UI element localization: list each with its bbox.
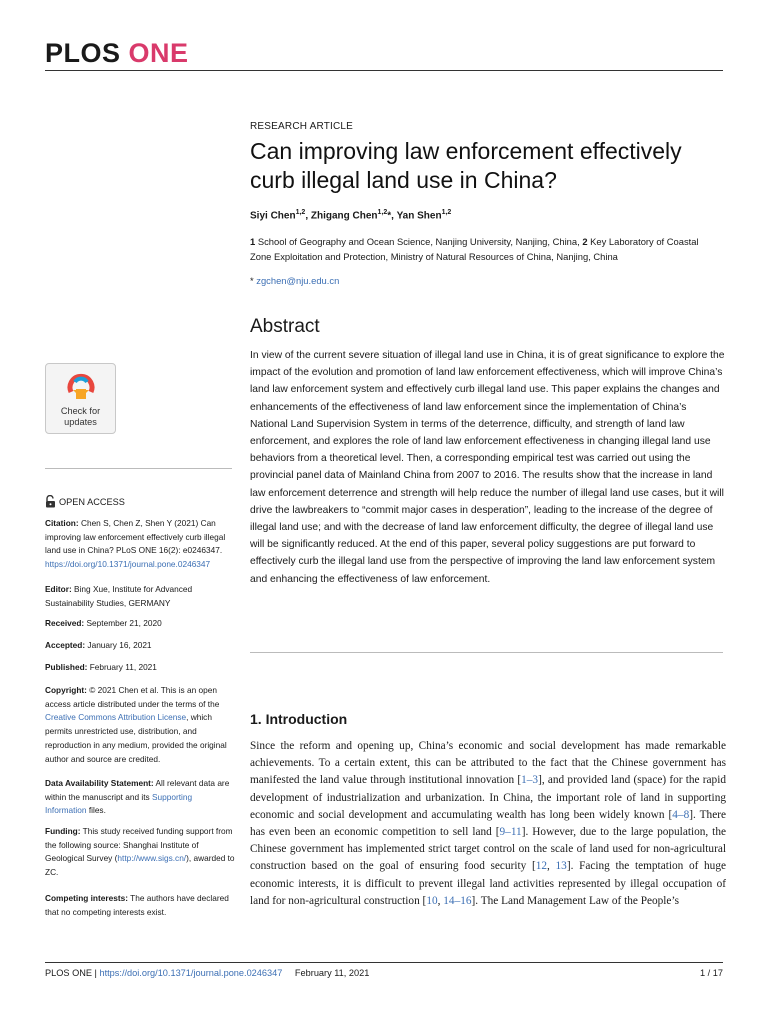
introduction-heading: 1. Introduction	[250, 711, 348, 727]
received-text: September 21, 2020	[84, 618, 162, 628]
introduction-text-segment: ]. There has even been an economic competition to sell land [	[250, 808, 727, 839]
reference-link[interactable]: 4–8	[672, 808, 690, 821]
abstract-text: In view of the current severe situation of illegal land use in China, it is of great significance to explore the impact of the evolution and promotion of land law enforcement effectiveness, which will improve China’s land law enforcement system and effectively curb illegal land use. This paper explains the changes and enhancements of the effectiveness of land law enforcement since the implementation of China’s National Land Supervision System in terms of the deterrence, difficulty, and strength of land law enforcement, and explores the role of land law enforcement effectiveness in changing illegal land use behaviors from a theoretical level. Then, a corresponding empirical test was carried out using the provincial panel data of Mainland China from 2007 to 2016. The results show that the increase in land law enforcement deterrence and strength will help reduce the number of illegal land use cases, but it will drive the lawbreakers to “commit major cases in desperation”, leading to the increase of the degree of illegal land use; and with the decrease of land law enforcement difficulty, the degree of illegal land use will be significantly reduced. At the end of this paper, several policy suggestions are put forward to effectively curb the illegal land use from the perspective of improving the land law enforcement system and enhancing the effectiveness of law enforcement.	[250, 350, 725, 585]
author-affil-sup: 1,2	[377, 209, 388, 216]
competing-interests-block	[45, 892, 235, 919]
corresponding-email	[250, 275, 339, 286]
author-separator: *,	[387, 210, 397, 222]
published-label: Published:	[45, 662, 88, 672]
funding-url-link[interactable]: http://www.sigs.cn/	[117, 853, 187, 864]
funding-label: Funding:	[45, 826, 81, 836]
article-type-label: RESEARCH ARTICLE	[250, 121, 354, 132]
journal-logo[interactable]	[45, 38, 189, 69]
reference-link[interactable]: 12	[535, 860, 548, 873]
badge-line-2: updates	[64, 416, 97, 427]
check-for-updates-badge[interactable]	[45, 363, 116, 434]
footer-journal: PLOS ONE |	[45, 968, 100, 978]
citation-block	[45, 517, 235, 572]
accepted-text: January 16, 2021	[85, 640, 152, 650]
received-label: Received:	[45, 618, 85, 628]
introduction-text	[250, 738, 726, 910]
footer-date: February 11, 2021	[294, 968, 370, 978]
copyright-block	[45, 684, 235, 766]
email-link[interactable]: zgchen@nju.edu.cn	[256, 275, 340, 286]
header-divider	[45, 70, 723, 71]
footer-doi-link[interactable]: https://doi.org/10.1371/journal.pone.0246347	[99, 968, 283, 978]
introduction-text-segment: ,	[437, 894, 444, 907]
abstract-heading: Abstract	[250, 316, 320, 337]
introduction-text-segment: ], and provided land (space) for the rapid development of industrialization and urbanization. In China, the important role of land in supporting economic and social development and accumulating wealth has long been widely known [	[250, 774, 726, 821]
reference-link[interactable]: 10	[426, 894, 438, 907]
affiliation-number: 2	[582, 236, 588, 247]
license-link[interactable]: Creative Commons Attribution License	[45, 712, 187, 723]
editor-block	[45, 583, 235, 610]
logo-one: ONE	[128, 38, 189, 68]
footer-citation	[45, 968, 369, 978]
reference-link[interactable]: 14–16	[443, 894, 472, 907]
citation-label: Citation:	[45, 518, 79, 528]
copyright-text-rest: , which permits unrestricted use, distribution, and reproduction in any medium, provided the original author and source are credited.	[45, 712, 227, 764]
competing-interests-label: Competing interests:	[45, 893, 128, 903]
open-lock-icon	[45, 495, 56, 508]
introduction-text-segment: ]. However, due to the large population, the Chinese government has implemented strict target control on the scale of land used for non-agricultural construction based on the goal of ensuring food security [	[250, 826, 726, 873]
reference-link[interactable]: 9–11	[499, 826, 522, 839]
email-star: *	[250, 275, 257, 286]
open-access-text: OPEN ACCESS	[59, 496, 125, 507]
citation-text: Chen S, Chen Z, Shen Y (2021) Can improving law enforcement effectively curb illegal land use in China? PLoS ONE 16(2): e0246347.	[45, 518, 226, 556]
published-text: February 11, 2021	[87, 662, 157, 672]
funding-text-rest: ), awarded to ZC.	[45, 853, 235, 878]
sidebar-divider	[45, 468, 232, 469]
logo-plos: PLOS	[45, 38, 121, 68]
introduction-text-segment: Since the reform and opening up, China’s economic and social development has made remarkable achievements. To a certain extent, this can be attributed to the fact that the Chinese government has manifested the land value through institutional innovation [	[250, 740, 726, 787]
citation-doi-link[interactable]: https://doi.org/10.1371/journal.pone.0246347	[45, 559, 211, 570]
open-access-label	[45, 495, 125, 508]
crossmark-icon	[63, 368, 99, 406]
accepted-block	[45, 639, 235, 653]
affiliation-number: 1	[250, 236, 256, 247]
article-title: Can improving law enforcement effectively curb illegal land use in China?	[250, 138, 682, 193]
author-affil-sup: 1,2	[295, 209, 306, 216]
page-number: 1 / 17	[700, 968, 723, 978]
introduction-text-segment: ,	[547, 860, 556, 873]
author-name: Yan Shen	[396, 210, 442, 222]
data-availability-label: Data Availability Statement:	[45, 778, 154, 788]
copyright-text: © 2021 Chen et al. This is an open access article distributed under the terms of the	[45, 685, 220, 709]
data-availability-block	[45, 777, 235, 818]
accepted-label: Accepted:	[45, 640, 86, 650]
funding-text: This study received funding support from the following source: Shanghai Institute of Geological Survey (	[45, 826, 233, 864]
author-list	[250, 209, 451, 221]
data-availability-text: All relevant data are within the manuscript and its	[45, 778, 230, 802]
funding-block	[45, 825, 235, 880]
reference-link[interactable]: 13	[555, 860, 567, 873]
abstract-divider	[250, 652, 723, 653]
data-availability-text-rest: files.	[86, 805, 106, 816]
author-affil-sup: 1,2	[441, 209, 452, 216]
affiliations	[250, 234, 722, 264]
introduction-text-segment: ]. Facing the temptation of huge economic interests, it is difficult to prevent illegal land activities represented by illegal occupation of land for non-agricultural construction [	[250, 860, 726, 907]
affiliation-text: Key Laboratory of Coastal Zone Exploitation and Protection, Ministry of Natural Resources of China, Nanjing, China	[250, 236, 699, 262]
editor-label: Editor:	[45, 584, 72, 594]
competing-interests-text: The authors have declared that no competing interests exist.	[45, 893, 229, 917]
author-separator: ,	[305, 210, 311, 222]
received-block	[45, 617, 235, 631]
supporting-info-link[interactable]: Supporting Information	[45, 791, 193, 816]
introduction-text-segment: ]. The Land Management Law of the People’s	[471, 894, 679, 907]
author-name: Siyi Chen	[250, 210, 296, 222]
published-block	[45, 661, 235, 675]
reference-link[interactable]: 1–3	[521, 774, 539, 787]
affiliation-text: School of Geography and Ocean Science, Nanjing University, Nanjing, China,	[255, 236, 583, 247]
editor-text: Bing Xue, Institute for Advanced Sustainability Studies, GERMANY	[45, 584, 193, 608]
author-name: Zhigang Chen	[310, 210, 378, 222]
badge-line-1: Check for	[60, 406, 101, 416]
footer-divider	[45, 962, 723, 963]
copyright-label: Copyright:	[45, 685, 87, 695]
